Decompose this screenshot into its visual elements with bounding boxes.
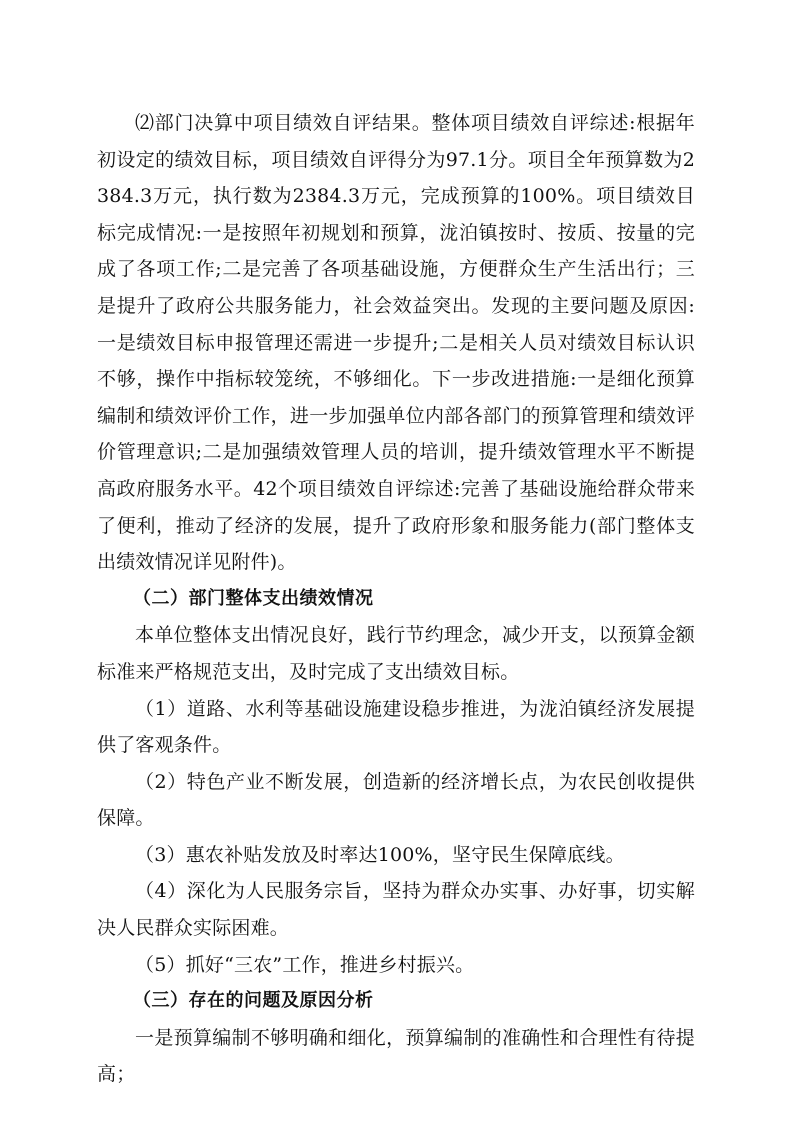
paragraph-project-self-evaluation: ⑵部门决算中项目绩效自评结果。整体项目绩效自评综述:根据年初设定的绩效目标，项目绩效自评得分为97.1分。项目全年预算数为2384.3万元，执行数为2384.3万元，完成预算的100%。项目绩效目标完成情况:一是按照年初规划和预算，泷泊镇按时、按质、按量的完成了各项工作;二是完善了各项基础设施，方便群众生产生活出行；三是提升了政府公共服务能力，社会效益突出。发现的主要问题及原因:一是绩效目标申报管理还需进一步提升;二是相关人员对绩效目标认识不够，操作中指标较笼统，不够细化。下一步改进措施:一是细化预算编制和绩效评价工作，进一步加强单位内部各部门的预算管理和绩效评价管理意识;二是加强绩效管理人员的培训，提升绩效管理水平不断提高政府服务水平。42个项目绩效自评综述:完善了基础设施给群众带来了便利，推动了经济的发展，提升了政府形象和服务能力(部门整体支出绩效情况详见附件)。 [97, 112, 695, 574]
section-heading-problems: （三）存在的问题及原因分析 [133, 990, 374, 1012]
paragraph-item-1: （1）道路、水利等基础设施建设稳步推进，为泷泊镇经济发展提供了客观条件。 [97, 697, 695, 757]
paragraph-problem-1: 一是预算编制不够明确和细化，预算编制的准确性和合理性有待提高； [97, 1026, 695, 1086]
document-body [97, 105, 695, 1093]
paragraph-item-2: （2）特色产业不断发展，创造新的经济增长点，为农民创收提供保障。 [97, 770, 695, 830]
section-heading-overall-expenditure: （二）部门整体支出绩效情况 [133, 587, 374, 609]
paragraph-overall-expenditure: 本单位整体支出情况良好，践行节约理念，减少开支，以预算金额标准来严格规范支出，及时完成了支出绩效目标。 [97, 624, 695, 683]
paragraph-item-5: （5）抓好“三农”工作，推进乡村振兴。 [135, 953, 475, 976]
paragraph-item-3: （3）惠农补贴发放及时率达100%，坚守民生保障底线。 [135, 843, 625, 866]
paragraph-item-4: （4）深化为人民服务宗旨，坚持为群众办实事、办好事，切实解决人民群众实际困难。 [97, 880, 695, 940]
